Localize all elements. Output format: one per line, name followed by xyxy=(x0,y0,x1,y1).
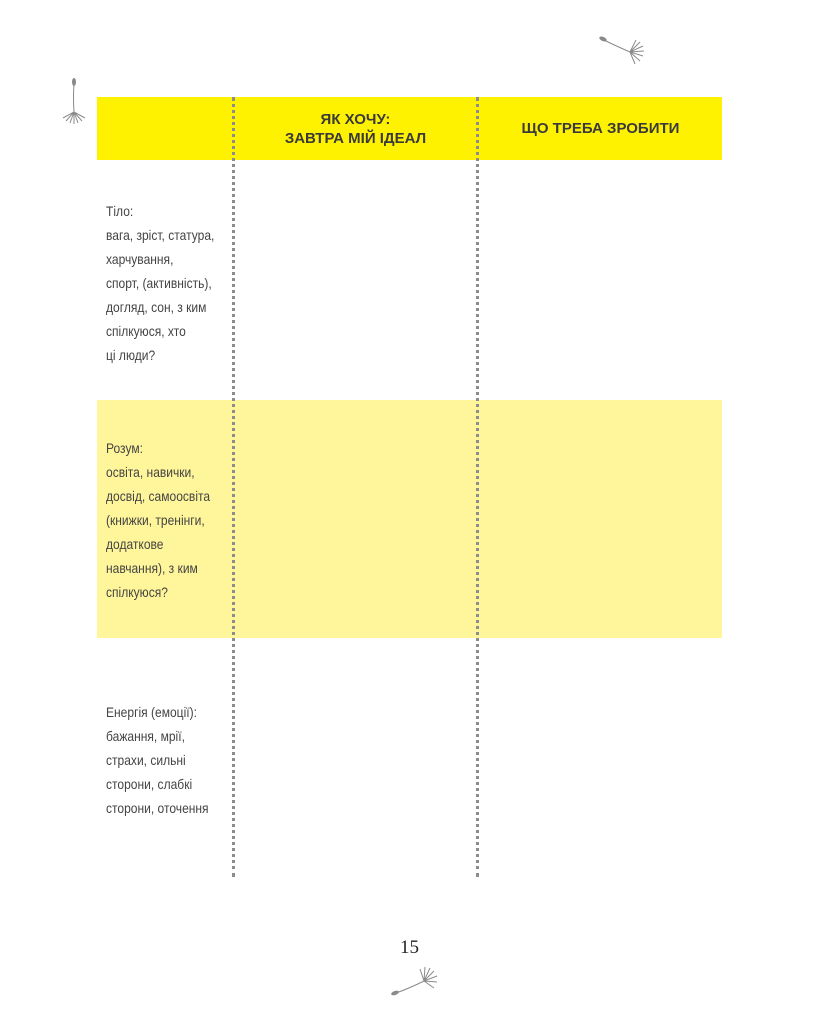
row-body-line: догляд, сон, з ким xyxy=(106,299,207,315)
row-body-line: вага, зріст, статура, xyxy=(106,227,215,243)
column-divider-1 xyxy=(232,97,235,877)
row-body-line: спілкуюся, хто xyxy=(106,323,186,339)
row-energy-line: бажання, мрії, xyxy=(106,728,185,744)
row-energy-line: сторони, оточення xyxy=(106,800,209,816)
header-ideal-line1: ЯК ХОЧУ: xyxy=(320,110,391,128)
column-divider-2 xyxy=(476,97,479,877)
header-cell-ideal xyxy=(235,97,476,160)
dandelion-seed-icon xyxy=(390,963,440,999)
row-energy-line: страхи, сильні xyxy=(106,752,186,768)
row-body-line: ці люди? xyxy=(106,347,156,363)
header-cell-todo xyxy=(479,97,722,160)
row-mind-line: (книжки, тренінги, xyxy=(106,512,205,528)
row-mind-line: досвід, самоосвіта xyxy=(106,488,211,504)
header-ideal-line2: ЗАВТРА МІЙ ІДЕАЛ xyxy=(284,129,427,147)
row-mind-line: спілкуюся? xyxy=(106,584,168,600)
row-body-line: спорт, (активність), xyxy=(106,275,212,291)
row-mind-line: додаткове xyxy=(106,536,164,552)
row-mind-line: освіта, навички, xyxy=(106,464,195,480)
page-number: 15 xyxy=(400,937,419,958)
row-body-line: харчування, xyxy=(106,251,174,267)
header-todo-label: ЩО ТРЕБА ЗРОБИТИ xyxy=(521,120,680,137)
row-mind-title: Розум: xyxy=(106,440,143,456)
dandelion-seed-icon xyxy=(598,34,648,70)
row-mind-line: навчання), з ким xyxy=(106,560,198,576)
row-body-title: Тіло: xyxy=(106,203,134,219)
row-energy xyxy=(106,700,214,820)
row-mind xyxy=(106,436,214,604)
dandelion-seed-icon xyxy=(58,76,90,126)
row-energy-line: сторони, слабкі xyxy=(106,776,193,792)
row-body xyxy=(106,199,214,367)
row-energy-title: Енергія (емоції): xyxy=(106,704,197,720)
